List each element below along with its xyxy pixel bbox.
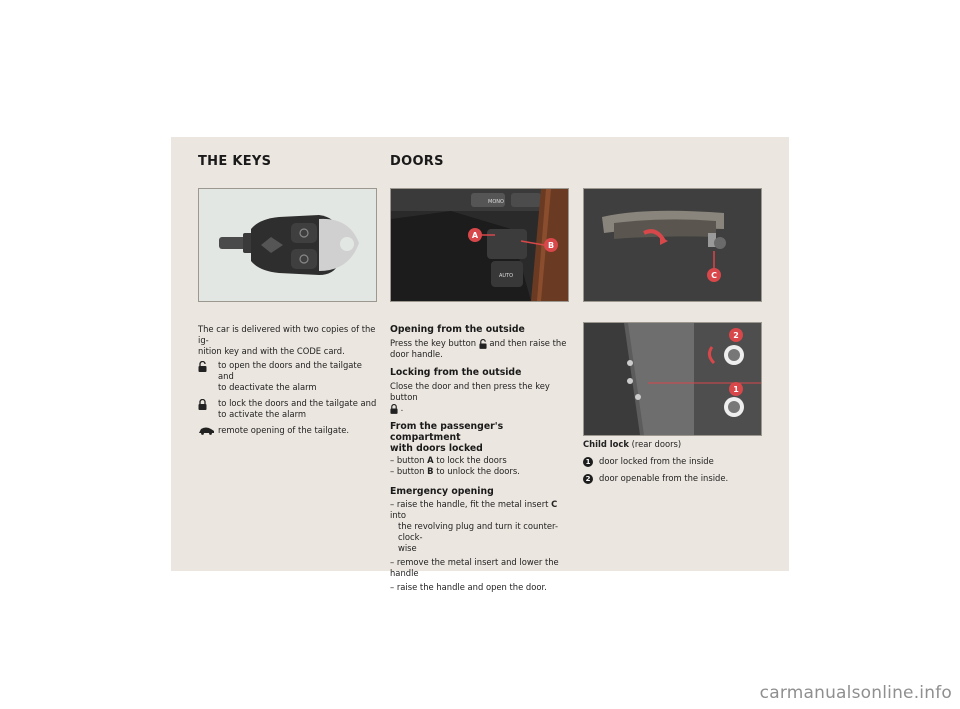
- label-a: A: [471, 231, 479, 240]
- child-lock-item-1: 1 door locked from the inside: [583, 456, 763, 467]
- keys-item-lock: to lock the doors and the tailgate and to activate the alarm: [198, 398, 378, 420]
- keys-intro-1: The car is delivered with two copies of the ig-: [198, 324, 376, 345]
- passenger-title-2: with doors locked: [390, 443, 483, 454]
- label-c: C: [711, 271, 717, 280]
- passenger-title-1: From the passenger's compartment: [390, 421, 504, 443]
- label-mono: MONO: [488, 199, 504, 205]
- opening-title: Opening from the outside: [390, 324, 525, 335]
- child-lock-photo: [583, 322, 762, 436]
- car-tailgate-icon: [198, 426, 215, 435]
- label-auto: AUTO: [499, 273, 514, 279]
- unlock-icon: [198, 361, 207, 372]
- manual-page: [171, 137, 789, 592]
- keys-intro-2: nition key and with the CODE card.: [198, 346, 345, 356]
- child-lock-item-2: 2 door openable from the inside.: [583, 473, 763, 484]
- locking-title: Locking from the outside: [390, 367, 522, 378]
- label-1: 1: [733, 385, 739, 394]
- key-fob-photo: [198, 188, 377, 302]
- emergency-title: Emergency opening: [390, 486, 494, 497]
- keys-item-tailgate: remote opening of the tailgate.: [198, 425, 378, 436]
- child-lock-text: Child lock (rear doors) 1 door locked from the inside 2 door openable from the inside.: [583, 439, 763, 484]
- label-2: 2: [733, 331, 739, 340]
- doors-text: Opening from the outside Press the key button and then raise the door handle. Locking from the outside Close the door and then press the key button . From the passenger's compartment with doors locked – button A to lock the doors – button B to unlock the doors. Emergency opening – raise the handle, fit the metal insert C into the revolving plug and turn it counter-clock- wise – remove the metal insert and lower the handle – raise the handle and open the door.: [390, 324, 572, 593]
- keys-text: [198, 324, 378, 436]
- label-b: B: [547, 241, 555, 250]
- unlock-icon: [479, 339, 487, 349]
- keys-heading: THE KEYS: [198, 154, 272, 169]
- lock-icon: [198, 399, 207, 410]
- door-handle-photo: [583, 188, 762, 302]
- lock-icon: [390, 404, 398, 414]
- watermark[interactable]: carmanualsonline.info: [759, 683, 952, 703]
- keys-item-unlock: to open the doors and the tailgate and to deactivate the alarm: [198, 360, 378, 393]
- doors-heading: DOORS: [390, 154, 444, 169]
- console-buttons-photo: [390, 188, 569, 302]
